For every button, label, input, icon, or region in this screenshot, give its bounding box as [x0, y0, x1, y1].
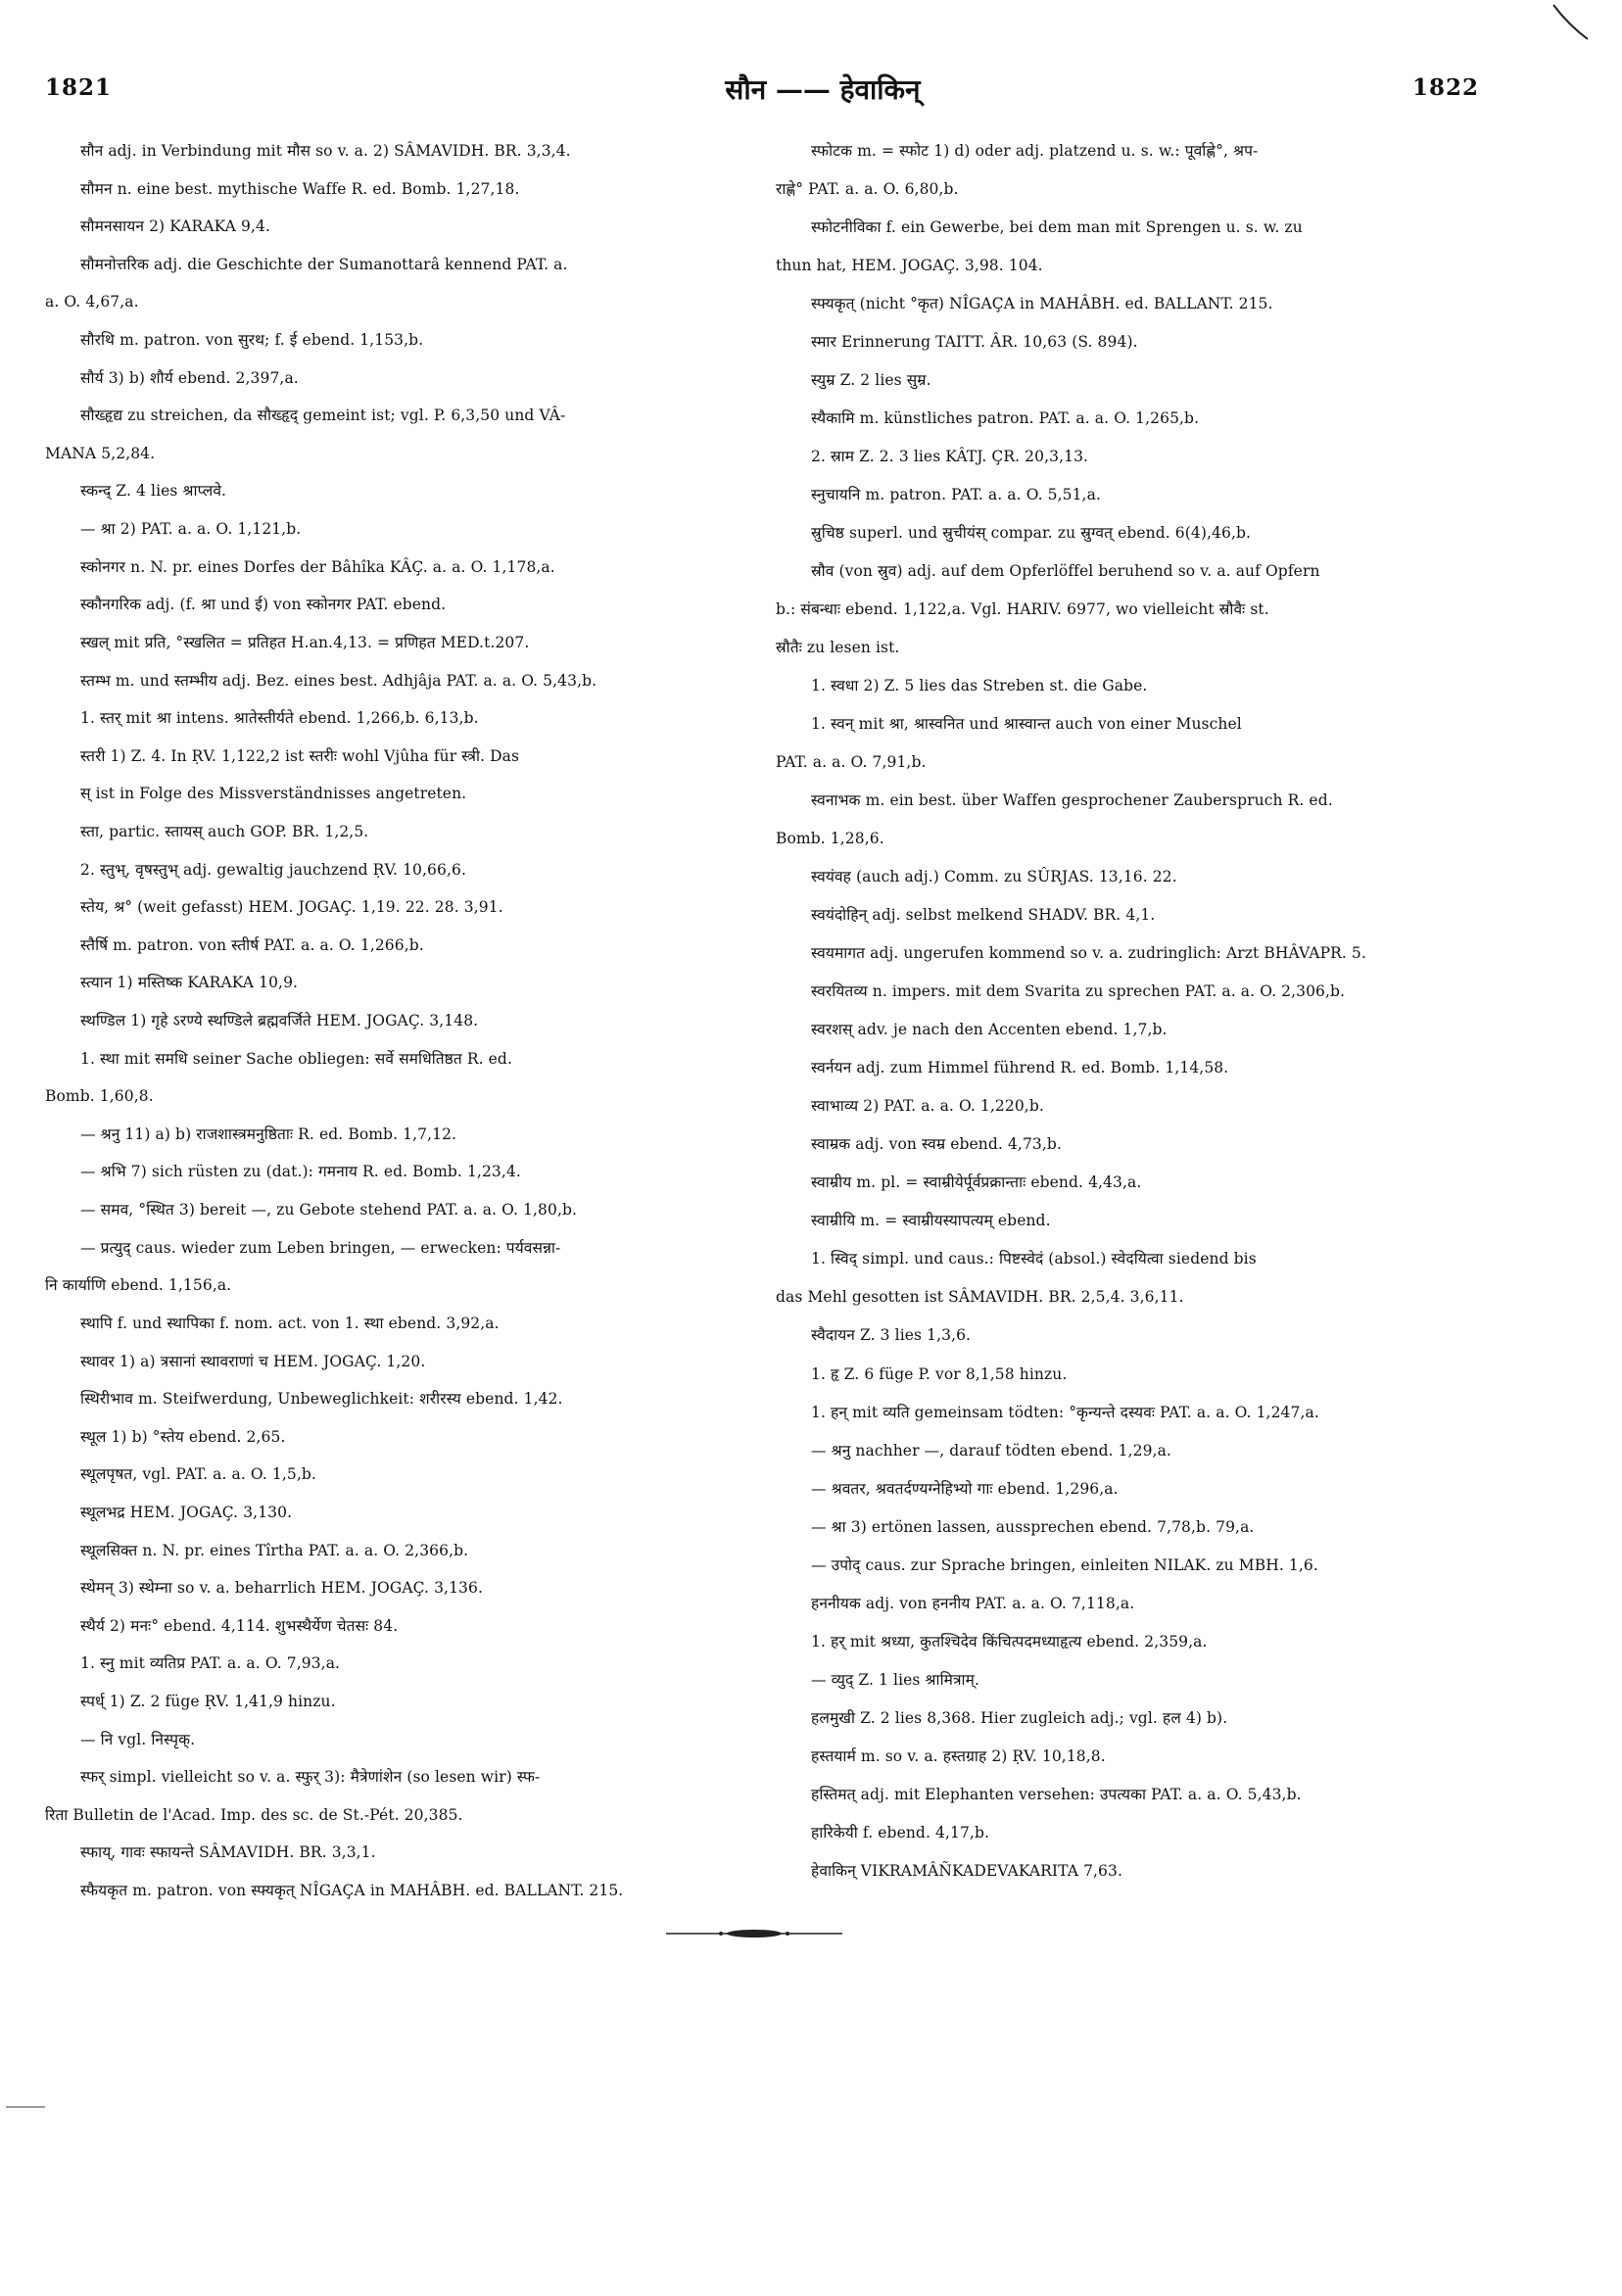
entry-line — [776, 743, 1501, 782]
entry-text: स्त्यान 1) मस्तिष्क KARAKA 10,9. — [80, 974, 299, 992]
running-head: सौन —— हेवाकिन् — [725, 73, 921, 106]
entry-line — [45, 586, 770, 624]
entry-line — [45, 1532, 770, 1570]
entry-text: 1. स्तर् mit श्रा intens. श्रातेस्तीर्यते ebend. 1,266,b. 6,13,b. — [80, 709, 479, 728]
entry-line — [776, 1432, 1501, 1470]
entry-line — [45, 321, 770, 359]
entry-line — [776, 476, 1501, 514]
entry-text: — उपोद् caus. zur Sprache bringen, einleiten NILAK. zu MBH. 1,6. — [811, 1555, 1318, 1574]
entry-line — [45, 1872, 770, 1910]
entry-line — [45, 472, 770, 510]
entry-text: स्वनाभक m. ein best. über Waffen gesprochener Zauberspruch R. ed. — [811, 791, 1333, 810]
entry-text: 1. स्विद् simpl. und caus.: पिष्टस्वेदं (absol.) स्वेदयित्वा siedend bis — [811, 1250, 1257, 1268]
entry-text: — श्रनु nachher —, darauf tödten ebend. 1,29,a. — [811, 1441, 1171, 1459]
entry-text: PAT. a. a. O. 7,91,b. — [776, 753, 927, 772]
entry-line — [45, 1380, 770, 1418]
entry-line — [776, 820, 1501, 858]
entry-line — [776, 132, 1501, 170]
entry-line — [45, 888, 770, 927]
entry-line — [776, 1623, 1501, 1661]
entry-line — [776, 1547, 1501, 1585]
entry-line — [776, 170, 1501, 209]
entry-text: सौन adj. in Verbindung mit मौस so v. a. 2) SÂMAVIDH. BR. 3,3,4. — [80, 142, 571, 160]
entry-text: नि कार्याणि ebend. 1,156,a. — [45, 1276, 232, 1295]
entry-line — [776, 1164, 1501, 1202]
entry-text: स्वयंदोहिन् adj. selbst melkend SHADV. BR. 4,1. — [811, 906, 1156, 925]
entry-line — [776, 629, 1501, 667]
entry-line — [776, 1585, 1501, 1623]
entry-line — [45, 1418, 770, 1457]
entry-line — [776, 1776, 1501, 1814]
entry-line — [45, 1721, 770, 1759]
entry-line — [776, 591, 1501, 629]
entry-text: 1. हृ Z. 6 füge P. vor 8,1,58 hinzu. — [811, 1364, 1068, 1383]
entry-text: स्तेय, श्र° (weit gefasst) HEM. JOGAÇ. 1,19. 22. 28. 3,91. — [80, 898, 503, 917]
entry-text: स्तम्भ m. und स्तम्भीय adj. Bez. eines best. Adhjâja PAT. a. a. O. 5,43,b. — [80, 671, 597, 690]
entry-line — [776, 361, 1501, 400]
entry-text: स्वाम्रक adj. von स्वम्र ebend. 4,73,b. — [811, 1135, 1062, 1154]
entry-text: स्थूलसिक्त n. N. pr. eines Tîrtha PAT. a. a. O. 2,366,b. — [80, 1541, 469, 1559]
entry-text: स्पर्ध् 1) Z. 2 füge ṚV. 1,41,9 hinzu. — [80, 1692, 336, 1710]
entry-line — [776, 1814, 1501, 1852]
entry-line — [776, 782, 1501, 820]
entry-line — [45, 1077, 770, 1116]
entry-line — [776, 1011, 1501, 1049]
entry-text: 1. स्वधा 2) Z. 5 lies das Streben st. die Gabe. — [811, 677, 1148, 695]
entry-line — [776, 1049, 1501, 1087]
entry-line — [776, 973, 1501, 1011]
entry-line — [776, 1661, 1501, 1699]
entry-line — [45, 1607, 770, 1646]
entry-line — [776, 1699, 1501, 1738]
entry-line — [45, 1040, 770, 1078]
entry-text: हलमुखी Z. 2 lies 8,368. Hier zugleich adj.; vgl. हल 4) b). — [811, 1708, 1228, 1727]
entry-text: स्तैर्षि m. patron. von स्तीर्ष PAT. a. a. O. 1,266,b. — [80, 935, 424, 954]
entry-text: हस्तिमत् adj. mit Elephanten versehen: उपत्यका PAT. a. a. O. 5,43,b. — [811, 1785, 1302, 1803]
entry-text: — व्युद् Z. 1 lies श्रामित्राम्. — [811, 1670, 980, 1689]
entry-line — [45, 1116, 770, 1154]
entry-text: स्तरी 1) Z. 4. In ṚV. 1,122,2 ist स्तरीः wohl Vjûha für स्त्री. Das — [80, 746, 520, 765]
entry-line — [45, 1191, 770, 1229]
page-number-left: 1821 — [45, 74, 113, 101]
entry-text: स्वाभाव्य 2) PAT. a. a. O. 1,220,b. — [811, 1097, 1044, 1116]
entry-line — [776, 1470, 1501, 1508]
entry-line — [776, 209, 1501, 247]
entry-line — [45, 1343, 770, 1381]
entry-line — [45, 699, 770, 738]
entry-text: 1. स्नु mit व्यतिप्र PAT. a. a. O. 7,93,a. — [80, 1654, 341, 1673]
entry-line — [45, 1645, 770, 1683]
entry-text: स्फोटनीविका f. ein Gewerbe, bei dem man mit Sprengen u. s. w. zu — [811, 218, 1303, 237]
entry-line — [45, 1834, 770, 1872]
entry-text: 1. स्वन् mit श्रा, श्रास्वनित und श्रास्वान्त auch von einer Muschel — [811, 715, 1242, 734]
entry-line — [776, 1738, 1501, 1776]
entry-text: 1. स्था mit समधि seiner Sache obliegen: सर्वे समधितिष्ठत R. ed. — [80, 1049, 512, 1068]
entry-text: स्फर् simpl. vielleicht so v. a. स्फुर् 3): मैत्रेणांशेन (so lesen wir) स्फ- — [80, 1768, 541, 1787]
entry-text: MANA 5,2,84. — [45, 444, 156, 462]
entry-text: — श्रवतर, श्रवतर्दण्यग्नेहिभ्यो गाः ebend. 1,296,a. — [811, 1479, 1119, 1498]
entry-line — [776, 552, 1501, 591]
entry-text: स्रौतैः zu lesen ist. — [776, 639, 900, 657]
entry-text: thun hat, HEM. JOGAÇ. 3,98. 104. — [776, 257, 1043, 275]
entry-line — [45, 359, 770, 398]
entry-text: स्युम्र Z. 2 lies सुम्र. — [811, 371, 931, 390]
entry-line — [776, 400, 1501, 438]
entry-line — [45, 549, 770, 587]
entry-line — [776, 1852, 1501, 1890]
entry-text: स्यैकामि m. künstliches patron. PAT. a. a. O. 1,265,b. — [811, 409, 1200, 428]
entry-text: स्थूलपृषत, vgl. PAT. a. a. O. 1,5,b. — [80, 1465, 316, 1484]
entry-line — [776, 1356, 1501, 1394]
entry-text: — समव, °स्थित 3) bereit —, zu Gebote stehend PAT. a. a. O. 1,80,b. — [80, 1201, 578, 1220]
entry-text: स्खल् mit प्रति, °स्खलित = प्रतिहत H.an.4,13. = प्रणिहत MED.t.207. — [80, 633, 530, 651]
entry-line — [776, 1278, 1501, 1316]
entry-line — [45, 851, 770, 889]
entry-text: स्थिरीभाव m. Steifwerdung, Unbeweglichkeit: शरीरस्य ebend. 1,42. — [80, 1390, 563, 1409]
entry-text: सौमनसायन 2) KARAKA 9,4. — [80, 217, 270, 236]
entry-line — [776, 934, 1501, 973]
entry-line — [45, 435, 770, 473]
entry-line — [45, 1796, 770, 1835]
entry-line — [45, 813, 770, 851]
entry-text: हारिकेयी f. ebend. 4,17,b. — [811, 1823, 989, 1842]
entry-line — [45, 1153, 770, 1191]
entry-line — [776, 705, 1501, 743]
entry-text: स्वाम्रीय m. pl. = स्वाम्रीयेर्पूर्वप्रक्रान्ताः ebend. 4,43,a. — [811, 1173, 1142, 1192]
entry-line — [776, 1202, 1501, 1240]
entry-line — [45, 1305, 770, 1343]
entry-line — [776, 514, 1501, 552]
entry-text: 2. स्तुभ्, वृषस्तुभ् adj. gewaltig jauchzend ṚV. 10,66,6. — [80, 860, 466, 879]
entry-line — [776, 1125, 1501, 1164]
entry-text: 1. हर् mit श्रध्या, कुतश्चिदेव किंचित्पदमध्याहृत्य ebend. 2,359,a. — [811, 1632, 1208, 1650]
entry-text: हननीयक adj. von हननीय PAT. a. a. O. 7,118,a. — [811, 1594, 1135, 1612]
entry-text: स्थूलभद्र HEM. JOGAÇ. 3,130. — [80, 1503, 293, 1521]
entry-line — [776, 1240, 1501, 1278]
entry-text: सौमनोत्तरिक adj. die Geschichte der Sumanottarâ kennend PAT. a. — [80, 255, 568, 273]
entry-text: स्फोटक m. = स्फोट 1) d) oder adj. platzend u. s. w.: पूर्वाह्णे°, श्रप- — [811, 142, 1259, 160]
margin-mark — [6, 2106, 45, 2108]
entry-line — [776, 858, 1501, 896]
entry-text: स्फैयकृत m. patron. von स्फ्यकृत् NÎGAÇA in MAHÂBH. ed. BALLANT. 215. — [80, 1882, 624, 1900]
page-header — [0, 74, 1622, 114]
entry-text: रिता Bulletin de l'Acad. Imp. des sc. de St.-Pét. 20,385. — [45, 1805, 463, 1824]
entry-text: Bomb. 1,28,6. — [776, 830, 884, 848]
entry-text: स्वाम्रीयि m. = स्वाम्रीयस्यापत्यम् ebend. — [811, 1212, 1051, 1230]
entry-line — [776, 438, 1501, 476]
entry-text: स्ता, partic. स्तायस् auch GOP. BR. 1,2,5. — [80, 822, 369, 840]
entry-text: — श्रा 2) PAT. a. a. O. 1,121,b. — [80, 520, 302, 539]
entry-text: स्वयमागत adj. ungerufen kommend so v. a. zudringlich: Arzt BHÂVAPR. 5. — [811, 944, 1366, 963]
entry-text: हेवाकिन् VIKRAMÂÑKADEVAKARITA 7,63. — [811, 1861, 1123, 1880]
entry-text: — श्रनु 11) a) b) राजशास्त्रमनुष्ठिताः R. ed. Bomb. 1,7,12. — [80, 1124, 457, 1143]
entry-line — [776, 247, 1501, 285]
page-number-right: 1822 — [1411, 74, 1479, 101]
entry-text: सौमन n. eine best. mythische Waffe R. ed. Bomb. 1,27,18. — [80, 179, 520, 198]
entry-line — [45, 1229, 770, 1268]
entry-line — [776, 1316, 1501, 1355]
entry-text: स्रौव (von स्रुव) adj. auf dem Opferlöffel beruhend so v. a. auf Opfern — [811, 562, 1320, 581]
entry-line — [776, 667, 1501, 705]
entry-text: हस्तयार्म m. so v. a. हस्तग्राह 2) ṚV. 10,18,8. — [811, 1746, 1106, 1765]
entry-line — [45, 624, 770, 662]
entry-line — [45, 510, 770, 549]
entry-line — [45, 246, 770, 284]
entry-text: राह्णे° PAT. a. a. O. 6,80,b. — [776, 180, 959, 199]
entry-line — [45, 738, 770, 776]
entry-text: — प्रत्युद् caus. wieder zum Leben bringen, — erwecken: पर्यवसन्ना- — [80, 1238, 561, 1257]
entry-text: — श्रभि 7) sich rüsten zu (dat.): गमनाय R. ed. Bomb. 1,23,4. — [80, 1163, 521, 1181]
entry-line — [45, 1683, 770, 1721]
entry-line — [45, 662, 770, 700]
entry-text: स्कौनगरिक adj. (f. श्रा und ई) von स्कोनगर PAT. ebend. — [80, 596, 447, 614]
entry-text: 2. स्राम Z. 2. 3 lies KÂTJ. ÇR. 20,3,13. — [811, 448, 1089, 466]
entry-line — [45, 397, 770, 435]
entry-text: स्थेमन् 3) स्थेम्ना so v. a. beharrlich HEM. JOGAÇ. 3,136. — [80, 1579, 483, 1598]
entry-line — [776, 1508, 1501, 1547]
entry-text: सौर्य 3) b) शौर्य ebend. 2,397,a. — [80, 368, 299, 387]
entry-text: a. O. 4,67,a. — [45, 293, 139, 311]
entry-line — [776, 896, 1501, 934]
corner-stroke-mark — [1534, 0, 1593, 49]
entry-text: स्कन्द् Z. 4 lies श्राप्लवे. — [80, 482, 227, 501]
entry-line — [45, 208, 770, 246]
entry-line — [45, 1002, 770, 1040]
end-ornament — [666, 1928, 842, 1939]
entry-text: स्वैदायन Z. 3 lies 1,3,6. — [811, 1326, 972, 1345]
entry-text: स्वरशस् adv. je nach den Accenten ebend. 1,7,b. — [811, 1021, 1168, 1039]
entry-text: स्वर्नयन adj. zum Himmel führend R. ed. Bomb. 1,14,58. — [811, 1059, 1229, 1077]
entry-text: स्वरयितव्य n. impers. mit dem Svarita zu sprechen PAT. a. a. O. 2,306,b. — [811, 982, 1346, 1001]
entry-text: — नि vgl. निस्पृक्. — [80, 1730, 196, 1748]
entry-text: स्फ्यकृत् (nicht °कृत) NÎGAÇA in MAHÂBH. ed. BALLANT. 215. — [811, 295, 1273, 313]
entry-line — [45, 1494, 770, 1532]
entry-line — [45, 1569, 770, 1607]
entry-text: स्थैर्य 2) मनः° ebend. 4,114. शुभस्थैर्येण चेतसः 84. — [80, 1616, 399, 1635]
entry-text: स्थण्डिल 1) गृहे ऽरण्ये स्थण्डिले ब्रह्मवर्जिते HEM. JOGAÇ. 3,148. — [80, 1012, 479, 1030]
entry-text: स्वयंवह (auch adj.) Comm. zu SÛRJAS. 13,16. 22. — [811, 868, 1177, 886]
entry-text: das Mehl gesotten ist SÂMAVIDH. BR. 2,5,4. 3,6,11. — [776, 1288, 1184, 1307]
right-column — [776, 132, 1501, 1890]
entry-line — [776, 285, 1501, 323]
left-column — [45, 132, 770, 1910]
entry-text: स्मार Erinnerung TAITT. ÂR. 10,63 (S. 894). — [811, 333, 1138, 352]
entry-line — [45, 775, 770, 813]
entry-text: स्थूल 1) b) °स्तेय ebend. 2,65. — [80, 1427, 286, 1446]
entry-text: — श्रा 3) ertönen lassen, aussprechen ebend. 7,78,b. 79,a. — [811, 1517, 1255, 1536]
entry-text: स् ist in Folge des Missverständnisses angetreten. — [80, 785, 467, 803]
entry-text: स्कोनगर n. N. pr. eines Dorfes der Bâhîka KÂÇ. a. a. O. 1,178,a. — [80, 557, 555, 576]
entry-text: 1. हन् mit व्यति gemeinsam tödten: °कृन्यन्ते दस्यवः PAT. a. a. O. 1,247,a. — [811, 1403, 1319, 1421]
entry-text: सौरथि m. patron. von सुरथ; f. ई ebend. 1,153,b. — [80, 331, 424, 350]
entry-text: स्फाय्, गावः स्फायन्ते SÂMAVIDH. BR. 3,3,1. — [80, 1843, 376, 1862]
entry-text: b.: संबन्धाः ebend. 1,122,a. Vgl. HARIV. 6977, wo vielleicht स्रौवैः st. — [776, 600, 1269, 619]
entry-line — [776, 323, 1501, 361]
entry-text: स्रुचिष्ठ superl. und स्रुचीयंस् compar. zu स्रुग्वत् ebend. 6(4),46,b. — [811, 524, 1252, 543]
entry-text: स्थापि f. und स्थापिका f. nom. act. von 1. स्था ebend. 3,92,a. — [80, 1314, 500, 1332]
entry-text: Bomb. 1,60,8. — [45, 1087, 154, 1106]
entry-line — [45, 964, 770, 1002]
entry-line — [776, 1087, 1501, 1125]
entry-line — [45, 283, 770, 321]
entry-line — [45, 1758, 770, 1796]
entry-line — [776, 1394, 1501, 1432]
entry-line — [45, 1456, 770, 1494]
entry-line — [45, 170, 770, 209]
entry-line — [45, 1267, 770, 1305]
entry-line — [45, 927, 770, 965]
entry-line — [45, 132, 770, 170]
entry-text: सौख्हृद्य zu streichen, da सौख्हृद् gemeint ist; vgl. P. 6,3,50 und VÂ- — [80, 407, 566, 425]
entry-text: स्नुचायनि m. patron. PAT. a. a. O. 5,51,a. — [811, 486, 1101, 504]
entry-text: स्थावर 1) a) त्रसानां स्थावराणां च HEM. JOGAÇ. 1,20. — [80, 1352, 426, 1370]
